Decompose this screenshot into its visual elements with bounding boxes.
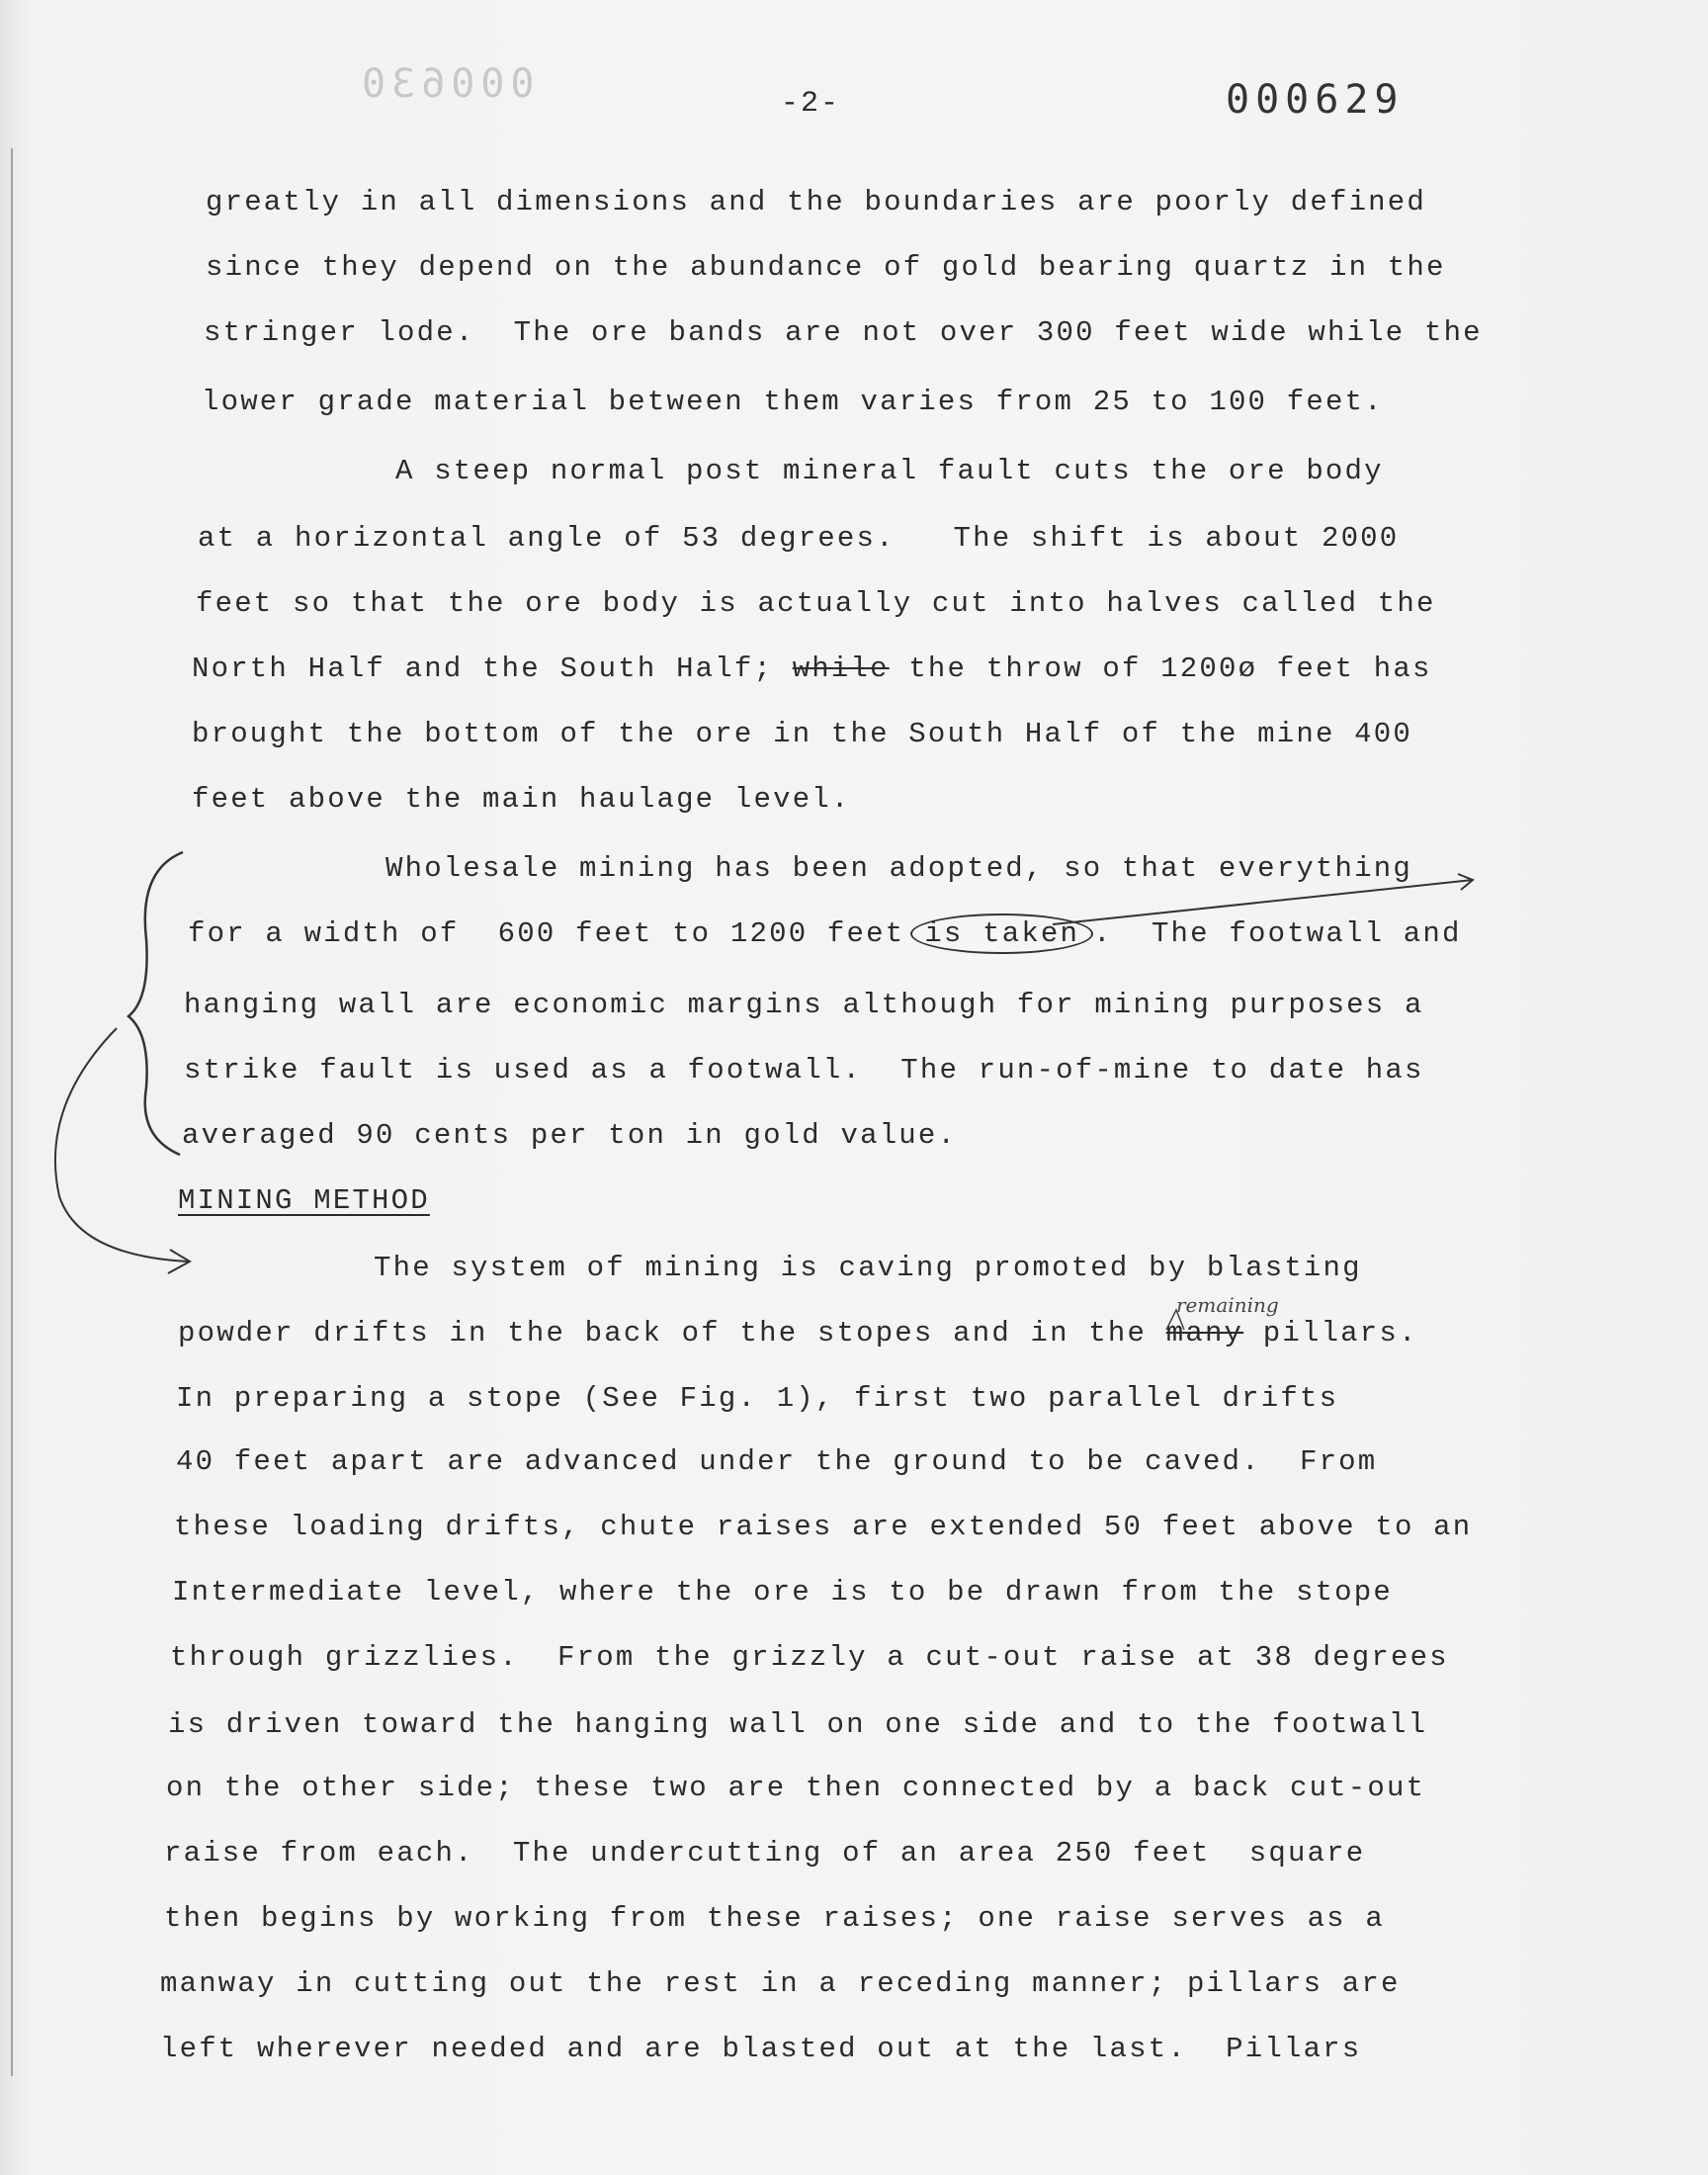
handwritten-insertion: remaining bbox=[1176, 1293, 1279, 1317]
text-segment: the throw of 1200ø feet has bbox=[889, 652, 1432, 685]
struck-word: while bbox=[792, 652, 890, 685]
text-segment: pillars. bbox=[1243, 1317, 1418, 1349]
text-line: strike fault is used as a footwall. The run-of-mine to date has bbox=[184, 1054, 1424, 1087]
text-segment: powder drifts in the back of the stopes and in the bbox=[178, 1317, 1166, 1349]
text-segment: . The footwall and bbox=[1093, 917, 1462, 950]
text-line: on the other side; these two are then connected by a back cut-out bbox=[166, 1772, 1426, 1804]
text-line: manway in cutting out the rest in a receding manner; pillars are bbox=[160, 1967, 1401, 2000]
text-line: feet above the main haulage level. bbox=[192, 783, 851, 816]
text-line: feet so that the ore body is actually cut into halves called the bbox=[196, 587, 1436, 620]
text-line: at a horizontal angle of 53 degrees. The shift is about 2000 bbox=[198, 522, 1400, 555]
text-line: brought the bottom of the ore in the South Half of the mine 400 bbox=[192, 718, 1412, 750]
caret-mark bbox=[1166, 1310, 1184, 1330]
margin-brace bbox=[128, 852, 183, 1155]
text-line: is driven toward the hanging wall on one side and to the footwall bbox=[168, 1708, 1428, 1741]
text-line: lower grade material between them varies from 25 to 100 feet. bbox=[202, 386, 1384, 418]
text-line: Intermediate level, where the ore is to be drawn from the stope bbox=[172, 1576, 1393, 1609]
insertion-arrow-line bbox=[1053, 880, 1473, 924]
bleed-through-number: 000630 bbox=[356, 61, 535, 107]
struck-word: many bbox=[1165, 1317, 1244, 1349]
text-line: left wherever needed and are blasted out at the last. Pillars bbox=[160, 2033, 1362, 2065]
document-number-stamp: 000629 bbox=[1226, 77, 1405, 123]
text-line: averaged 90 cents per ton in gold value. bbox=[182, 1119, 958, 1152]
text-line: Wholesale mining has been adopted, so that everything bbox=[385, 852, 1412, 885]
text-line: then begins by working from these raises; one raise serves as a bbox=[164, 1902, 1385, 1935]
text-line: In preparing a stope (See Fig. 1), first two parallel drifts bbox=[176, 1382, 1339, 1415]
section-heading: MINING METHOD bbox=[178, 1184, 430, 1217]
text-line: these loading drifts, chute raises are extended 50 feet above to an bbox=[174, 1511, 1473, 1543]
text-line: through grizzlies. From the grizzly a cut-out raise at 38 degrees bbox=[170, 1641, 1449, 1674]
text-line: The system of mining is caving promoted by blasting bbox=[374, 1252, 1362, 1284]
move-arrow-curve bbox=[55, 1028, 188, 1262]
text-line: stringer lode. The ore bands are not over 300 feet wide while the bbox=[204, 316, 1483, 349]
text-line: since they depend on the abundance of gold bearing quartz in the bbox=[206, 251, 1446, 284]
text-segment: North Half and the South Half; bbox=[192, 652, 793, 685]
text-line: hanging wall are economic margins although for mining purposes a bbox=[184, 989, 1424, 1021]
text-line: A steep normal post mineral fault cuts the ore body bbox=[395, 455, 1384, 487]
page-number: -2- bbox=[781, 87, 841, 121]
text-line: greatly in all dimensions and the boundaries are poorly defined bbox=[206, 186, 1426, 218]
text-line: raise from each. The undercutting of an area 250 feet square bbox=[164, 1837, 1366, 1870]
text-segment: for a width of 600 feet to 1200 feet bbox=[188, 917, 905, 950]
text-line: 40 feet apart are advanced under the ground to be caved. From bbox=[176, 1445, 1378, 1478]
circled-phrase: is taken bbox=[910, 914, 1093, 954]
